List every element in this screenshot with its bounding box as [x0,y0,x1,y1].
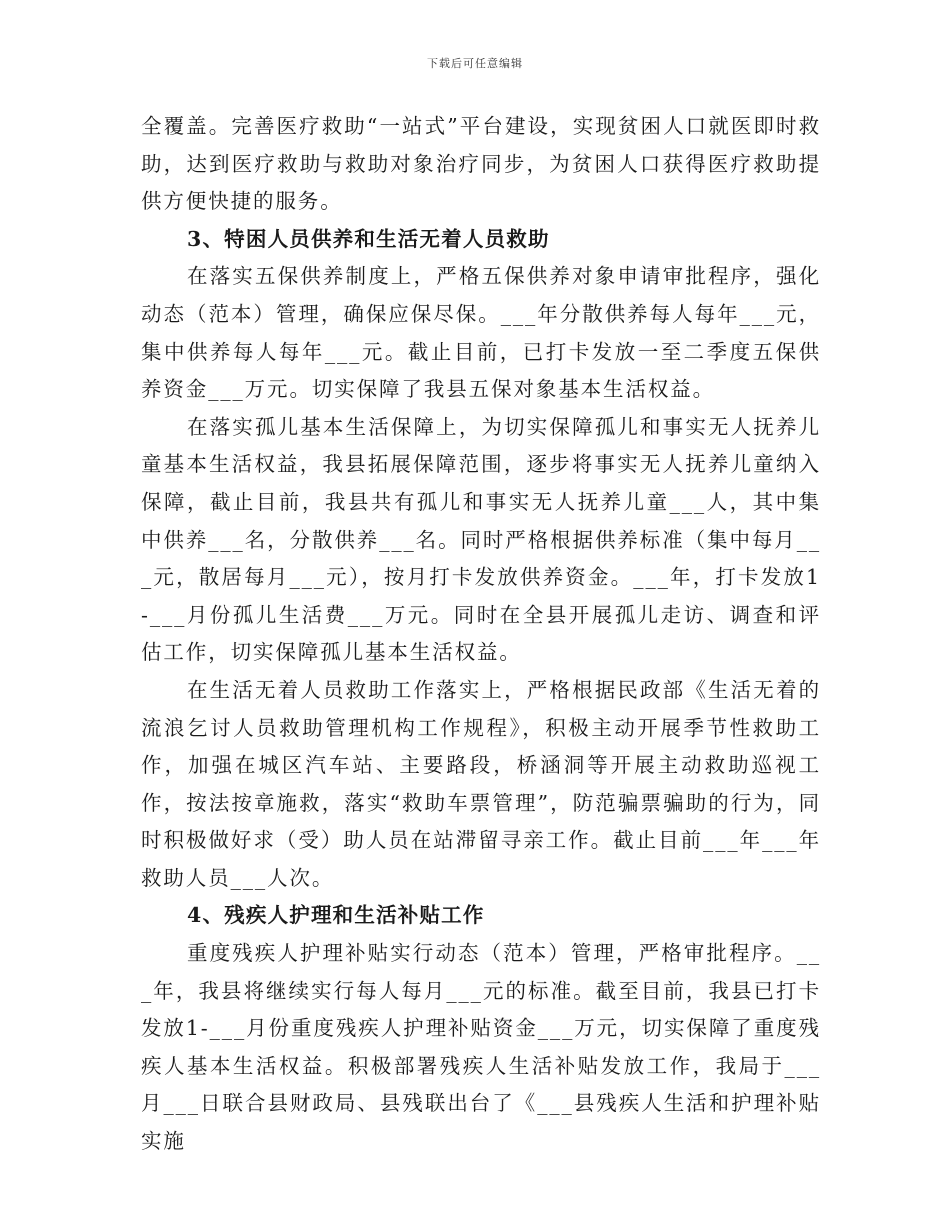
paragraph-orphan-support: 在落实孤儿基本生活保障上，为切实保障孤儿和事实无人抚养儿童基本生活权益，我县拓展保障范围，逐步将事实无人抚养儿童纳入保障，截止目前，我县共有孤儿和事实无人抚养儿童___人，其中集中供养___名，分散供养___名。同时严格根据供养标准（集中每月___元，散居每月___元），按月打卡发放供养资金。___年，打卡发放1-___月份孤儿生活费___万元。同时在全县开展孤儿走访、调查和评估工作，切实保障孤儿基本生活权益。 [141,414,821,665]
document-body [141,108,821,1161]
paragraph-medical-aid: 全覆盖。完善医疗救助“一站式”平台建设，实现贫困人口就医即时救助，达到医疗救助与救助对象治疗同步，为贫困人口获得医疗救助提供方便快捷的服务。 [141,114,821,214]
paragraph-vagrant-aid: 在生活无着人员救助工作落实上，严格根据民政部《生活无着的流浪乞讨人员救助管理机构工作规程》，积极主动开展季节性救助工作，加强在城区汽车站、主要路段，桥涵洞等开展主动救助巡视工作，按法按章施救，落实“救助车票管理”，防范骗票骗助的行为，同时积极做好求（受）助人员在站滞留寻亲工作。截止目前___年___年救助人员___人次。 [141,677,821,890]
section-heading-3: 3、特困人员供养和生活无着人员救助 [187,226,550,251]
page-header: 下载后可任意编辑 [427,57,523,70]
section-heading-4: 4、残疾人护理和生活补贴工作 [187,903,485,928]
paragraph-disability-subsidy: 重度残疾人护理补贴实行动态（范本）管理，严格审批程序。___年，我县将继续实行每人每月___元的标准。截至目前，我县已打卡发放1-___月份重度残疾人护理补贴资金___万元，切实保障了重度残疾人基本生活权益。积极部署残疾人生活补贴发放工作，我局于___月___日联合县财政局、县残联出台了《___县残疾人生活和护理补贴实施 [141,941,821,1154]
paragraph-five-guarantees: 在落实五保供养制度上，严格五保供养对象申请审批程序，强化动态（范本）管理，确保应保尽保。___年分散供养每人每年___元，集中供养每人每年___元。截止目前，已打卡发放一至二季度五保供养资金___万元。切实保障了我县五保对象基本生活权益。 [141,264,821,402]
